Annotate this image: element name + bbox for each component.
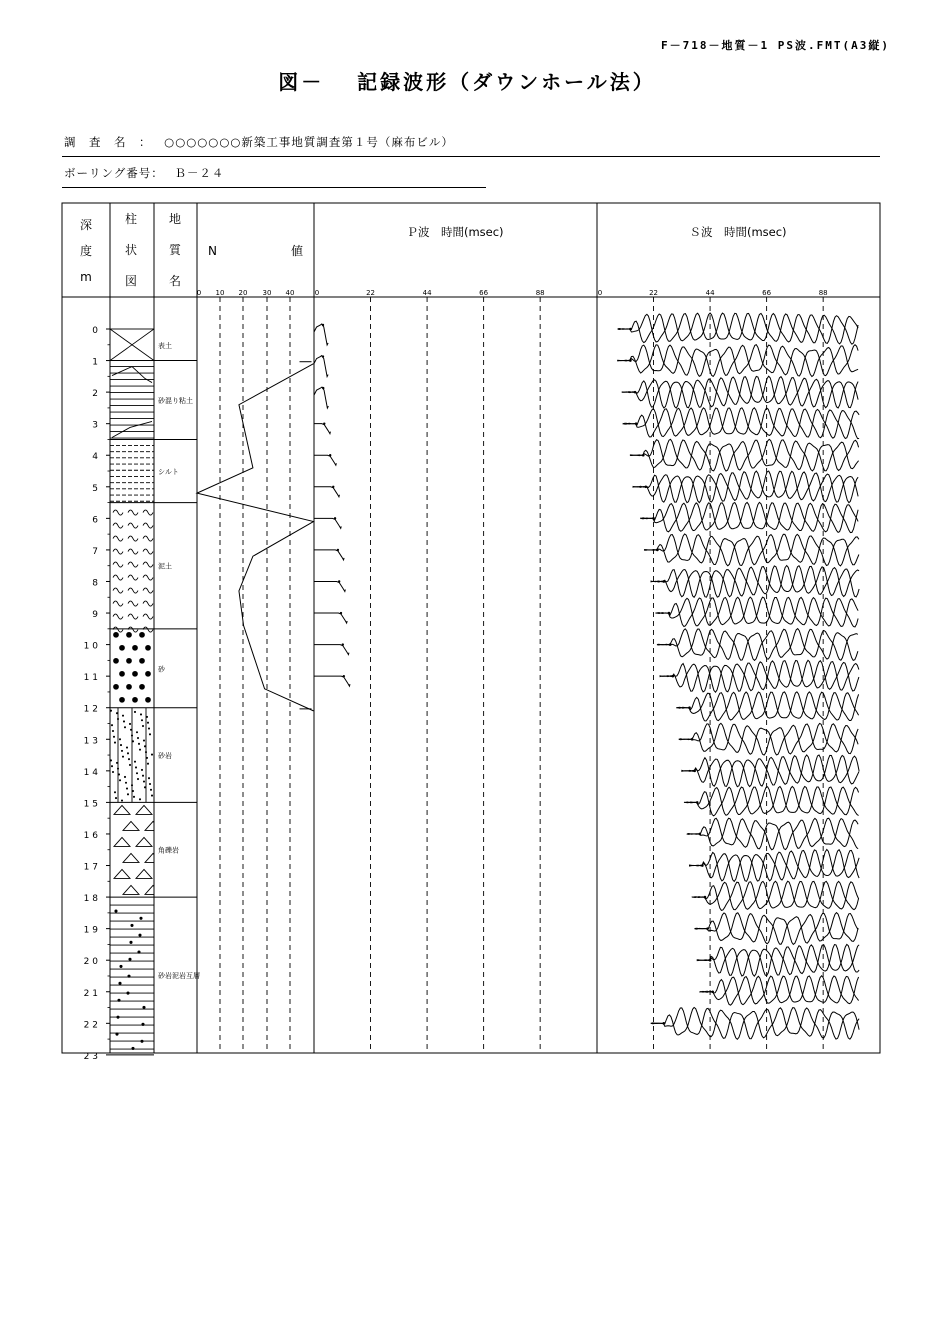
s-time-tick-label: 22 bbox=[649, 289, 659, 297]
p-arrival-pick bbox=[322, 355, 324, 357]
alternate-dot bbox=[129, 958, 131, 960]
depth-tick-label: 5 bbox=[92, 483, 98, 494]
sandstone-dot bbox=[127, 794, 128, 795]
p-waveform-trace bbox=[314, 581, 345, 591]
sand-dot bbox=[120, 645, 125, 650]
s-arrival-pick bbox=[635, 422, 638, 425]
s-waveform-trace-a bbox=[633, 471, 858, 503]
s-arrival-pick bbox=[701, 864, 704, 867]
alternate-dot bbox=[140, 917, 142, 919]
p-arrival-pick bbox=[334, 517, 336, 519]
p-waveform-trace bbox=[314, 455, 336, 465]
header-n-label: N bbox=[208, 244, 217, 258]
s-waveform-trace-a bbox=[651, 1007, 859, 1039]
breccia-triangle bbox=[136, 837, 152, 846]
layer-pattern-wave bbox=[113, 510, 153, 632]
sandstone-dot bbox=[131, 785, 132, 786]
layer-name-alternate: 砂岩泥岩互層 bbox=[158, 972, 200, 981]
alternate-dot bbox=[128, 975, 130, 977]
s-arrival-pick bbox=[663, 580, 666, 583]
sandstone-dot bbox=[112, 730, 113, 731]
p-time-tick-label: 66 bbox=[479, 289, 489, 297]
sand-dot bbox=[114, 658, 119, 663]
sandstone-dot bbox=[121, 750, 122, 751]
p-time-tick-label: 88 bbox=[535, 289, 545, 297]
p-waveform-trace bbox=[314, 424, 330, 434]
depth-tick-label: 1 6 bbox=[83, 830, 98, 841]
depth-tick-label: 1 1 bbox=[83, 673, 98, 684]
wave-mark bbox=[143, 549, 153, 554]
wave-mark bbox=[128, 536, 138, 541]
sandstone-dot bbox=[122, 715, 123, 716]
alternate-dot bbox=[139, 934, 141, 936]
layer-pattern-alternate bbox=[110, 905, 154, 1049]
depth-tick-label: 6 bbox=[92, 515, 98, 526]
alternate-dot bbox=[115, 910, 117, 912]
sandstone-dot bbox=[134, 761, 135, 762]
sandstone-dot bbox=[126, 788, 127, 789]
s-waveform-trace-b bbox=[682, 755, 859, 787]
sandstone-dot bbox=[116, 713, 117, 714]
page-title: 図－ 記録波形（ダウンホール法） bbox=[278, 70, 656, 94]
alternate-dot bbox=[116, 1033, 118, 1035]
p-waveform-trace bbox=[314, 676, 350, 686]
wave-mark bbox=[128, 614, 138, 619]
sandstone-dot bbox=[151, 754, 152, 755]
p-waveform-trace bbox=[314, 550, 344, 560]
header-column-char: 図 bbox=[124, 274, 138, 288]
wave-mark bbox=[128, 627, 138, 632]
p-arrival-pick bbox=[322, 387, 324, 389]
sand-lens bbox=[112, 421, 152, 437]
depth-tick-label: 1 0 bbox=[83, 641, 98, 652]
layer-name-silt: シルト bbox=[158, 468, 179, 477]
sandstone-dot bbox=[137, 737, 138, 738]
s-waveform-trace-b bbox=[697, 944, 859, 976]
header-geology-char: 質 bbox=[168, 243, 182, 257]
s-arrival-pick bbox=[656, 549, 659, 552]
p-arrival-pick bbox=[343, 675, 345, 677]
depth-tick-label: 1 bbox=[92, 357, 98, 368]
header-geology-char: 地 bbox=[168, 212, 182, 226]
sandstone-dot bbox=[123, 721, 124, 722]
sandstone-dot bbox=[141, 769, 142, 770]
layer-name-wave: 泥土 bbox=[158, 562, 172, 571]
breccia-triangle bbox=[145, 821, 161, 830]
sandstone-dot bbox=[147, 763, 148, 764]
breccia-triangle bbox=[123, 885, 139, 894]
alternate-dot bbox=[127, 992, 129, 994]
sand-dot bbox=[114, 632, 119, 637]
p-waveform-trace bbox=[314, 613, 347, 623]
p-waveform-trace bbox=[314, 645, 349, 655]
sandstone-dot bbox=[119, 780, 120, 781]
s-waveform-trace-b bbox=[692, 881, 859, 910]
sandstone-dot bbox=[148, 778, 149, 779]
s-arrival-pick bbox=[711, 990, 714, 993]
s-arrival-pick bbox=[663, 1022, 666, 1025]
wave-mark bbox=[143, 588, 153, 593]
s-time-tick-label: 66 bbox=[762, 289, 772, 297]
sandstone-dot bbox=[124, 776, 125, 777]
depth-tick-label: 7 bbox=[92, 546, 98, 557]
depth-tick-label: 2 3 bbox=[83, 1051, 98, 1062]
layer-pattern-dots bbox=[114, 632, 151, 702]
sandstone-dot bbox=[142, 775, 143, 776]
sand-dot bbox=[146, 645, 151, 650]
breccia-triangle bbox=[123, 853, 139, 862]
s-arrival-pick bbox=[696, 801, 699, 804]
sandstone-dot bbox=[150, 789, 151, 790]
wave-mark bbox=[113, 627, 123, 632]
wave-mark bbox=[143, 627, 153, 632]
p-arrival-pick bbox=[323, 422, 325, 424]
sandstone-dot bbox=[144, 746, 145, 747]
header-n-value: 値 bbox=[290, 244, 304, 258]
sandstone-dot bbox=[119, 739, 120, 740]
sandstone-dot bbox=[115, 797, 116, 798]
header-s-wave: Ｓ波 時間(msec) bbox=[689, 225, 787, 239]
sandstone-dot bbox=[141, 720, 142, 721]
sandstone-dot bbox=[126, 747, 127, 748]
s-waveform-trace-b bbox=[679, 723, 858, 755]
sandstone-dot bbox=[135, 767, 136, 768]
sand-dot bbox=[133, 645, 138, 650]
wave-mark bbox=[128, 575, 138, 580]
alternate-dot bbox=[132, 1047, 134, 1049]
sandstone-dot bbox=[110, 760, 111, 761]
p-arrival-pick bbox=[329, 454, 331, 456]
p-waveform-trace bbox=[314, 387, 328, 408]
s-time-tick-label: 88 bbox=[818, 289, 828, 297]
breccia-triangle bbox=[136, 869, 152, 878]
sandstone-dot bbox=[139, 749, 140, 750]
wave-mark bbox=[128, 510, 138, 515]
breccia-triangle bbox=[114, 837, 130, 846]
sand-dot bbox=[127, 658, 132, 663]
s-arrival-pick bbox=[709, 959, 712, 962]
wave-mark bbox=[143, 575, 153, 580]
sandstone-dot bbox=[128, 759, 129, 760]
depth-tick-label: 2 1 bbox=[83, 988, 98, 999]
depth-tick-label: 1 5 bbox=[83, 799, 98, 810]
s-arrival-pick bbox=[629, 328, 632, 331]
sandstone-dot bbox=[121, 800, 122, 801]
sand-dot bbox=[120, 697, 125, 702]
wave-mark bbox=[113, 575, 123, 580]
sandstone-dot bbox=[111, 766, 112, 767]
sand-dot bbox=[133, 697, 138, 702]
sandstone-dot bbox=[122, 756, 123, 757]
wave-mark bbox=[113, 549, 123, 554]
breccia-triangle bbox=[136, 805, 152, 814]
wave-mark bbox=[143, 510, 153, 515]
alternate-dot bbox=[143, 1006, 145, 1008]
wave-mark bbox=[143, 601, 153, 606]
s-arrival-pick bbox=[652, 517, 655, 520]
sandstone-dot bbox=[132, 790, 133, 791]
alternate-dot bbox=[120, 965, 122, 967]
sandstone-dot bbox=[138, 743, 139, 744]
breccia-triangle bbox=[145, 853, 161, 862]
depth-tick-label: 1 2 bbox=[83, 704, 98, 715]
sandstone-dot bbox=[117, 718, 118, 719]
s-arrival-pick bbox=[699, 833, 702, 836]
layer-pattern-sandyclay bbox=[110, 367, 154, 439]
s-arrival-pick bbox=[704, 896, 707, 899]
layer-name-fill: 表土 bbox=[158, 341, 172, 350]
s-waveform-trace-a bbox=[660, 660, 859, 692]
sandstone-dot bbox=[125, 782, 126, 783]
sandstone-dot bbox=[116, 762, 117, 763]
p-waveform-trace bbox=[314, 324, 328, 345]
sandstone-dot bbox=[118, 774, 119, 775]
sandstone-dot bbox=[140, 714, 141, 715]
sand-dot bbox=[146, 697, 151, 702]
sandstone-dot bbox=[129, 764, 130, 765]
wave-mark bbox=[128, 523, 138, 528]
s-waveform-trace-b bbox=[656, 597, 858, 627]
sandstone-dot bbox=[132, 741, 133, 742]
wave-mark bbox=[113, 510, 123, 515]
s-arrival-pick bbox=[706, 927, 709, 930]
header-depth-char: 度 bbox=[79, 244, 93, 258]
p-arrival-pick bbox=[337, 549, 339, 551]
depth-tick-label: 9 bbox=[92, 610, 98, 621]
sandstone-dot bbox=[136, 732, 137, 733]
depth-tick-label: 8 bbox=[92, 578, 98, 589]
s-arrival-pick bbox=[642, 454, 645, 457]
sandstone-dot bbox=[114, 792, 115, 793]
alternate-dot bbox=[118, 999, 120, 1001]
alternate-dot bbox=[131, 924, 133, 926]
sandstone-dot bbox=[142, 725, 143, 726]
sandstone-dot bbox=[147, 722, 148, 723]
s-arrival-pick bbox=[688, 706, 691, 709]
depth-tick-label: 1 4 bbox=[83, 767, 98, 778]
sandstone-dot bbox=[133, 796, 134, 797]
wave-mark bbox=[113, 588, 123, 593]
header-geology-char: 名 bbox=[168, 274, 182, 288]
s-arrival-pick bbox=[629, 359, 632, 362]
depth-tick-label: 1 3 bbox=[83, 736, 98, 747]
wave-mark bbox=[113, 614, 123, 619]
sand-dot bbox=[146, 671, 151, 676]
breccia-triangle bbox=[114, 805, 130, 814]
p-time-tick-label: 22 bbox=[366, 289, 376, 297]
alternate-dot bbox=[138, 951, 140, 953]
sandstone-dot bbox=[139, 799, 140, 800]
sandstone-dot bbox=[110, 710, 111, 711]
wave-mark bbox=[143, 614, 153, 619]
survey-name-value: ○○○○○○○新築工事地質調査第１号（麻布ビル） bbox=[164, 135, 454, 149]
sandstone-dot bbox=[143, 740, 144, 741]
p-arrival-pick bbox=[332, 486, 334, 488]
sandstone-dot bbox=[127, 753, 128, 754]
depth-tick-label: 2 0 bbox=[83, 957, 98, 968]
breccia-triangle bbox=[114, 869, 130, 878]
p-waveform-trace bbox=[314, 518, 341, 528]
survey-name-label: 調 査 名 ： bbox=[64, 135, 152, 149]
p-time-tick-label: 0 bbox=[314, 289, 320, 297]
wave-mark bbox=[143, 536, 153, 541]
sandstone-dot bbox=[145, 752, 146, 753]
layer-pattern-silt bbox=[110, 445, 154, 501]
wave-mark bbox=[128, 601, 138, 606]
p-arrival-pick bbox=[342, 643, 344, 645]
s-waveform-trace-a bbox=[651, 566, 859, 598]
n-tick-label: 20 bbox=[238, 289, 248, 297]
layer-pattern-sandstone bbox=[110, 708, 152, 803]
sandstone-dot bbox=[117, 768, 118, 769]
s-waveform-trace-a bbox=[677, 692, 859, 721]
header-column-char: 状 bbox=[124, 243, 138, 257]
s-time-tick-label: 0 bbox=[597, 289, 603, 297]
sandstone-dot bbox=[144, 787, 145, 788]
sandstone-dot bbox=[143, 781, 144, 782]
breccia-triangle bbox=[145, 885, 161, 894]
n-tick-label: 0 bbox=[196, 289, 202, 297]
s-waveform-trace-a bbox=[656, 597, 858, 626]
depth-tick-label: 1 7 bbox=[83, 862, 98, 873]
wave-mark bbox=[113, 562, 123, 567]
sand-dot bbox=[133, 671, 138, 676]
depth-tick-label: 0 bbox=[92, 326, 98, 336]
depth-tick-label: 1 9 bbox=[83, 925, 98, 936]
depth-tick-label: 1 8 bbox=[83, 894, 98, 905]
n-value-curve bbox=[197, 364, 314, 711]
sandstone-dot bbox=[149, 734, 150, 735]
sand-dot bbox=[127, 684, 132, 689]
sand-dot bbox=[120, 671, 125, 676]
sandstone-dot bbox=[111, 725, 112, 726]
header-depth-char: m bbox=[80, 270, 92, 284]
alternate-dot bbox=[130, 941, 132, 943]
sand-dot bbox=[140, 684, 145, 689]
boring-number-value: Ｂ－２４ bbox=[174, 166, 225, 180]
alternate-dot bbox=[119, 982, 121, 984]
s-arrival-pick bbox=[691, 738, 694, 741]
sandstone-dot bbox=[113, 736, 114, 737]
sandstone-dot bbox=[137, 778, 138, 779]
wave-mark bbox=[128, 588, 138, 593]
sandstone-dot bbox=[134, 711, 135, 712]
s-time-tick-label: 44 bbox=[705, 289, 715, 297]
p-arrival-pick bbox=[340, 612, 342, 614]
wave-mark bbox=[128, 562, 138, 567]
layer-pattern-fill bbox=[110, 329, 154, 361]
wave-mark bbox=[113, 536, 123, 541]
s-arrival-pick bbox=[634, 391, 637, 394]
sandstone-dot bbox=[131, 735, 132, 736]
s-arrival-pick bbox=[668, 612, 671, 615]
layer-name-triangle: 角礫岩 bbox=[158, 846, 179, 855]
breccia-triangle bbox=[123, 821, 139, 830]
layer-name-sandyclay: 砂混り粘土 bbox=[158, 397, 193, 406]
sandstone-dot bbox=[148, 728, 149, 729]
wave-mark bbox=[143, 523, 153, 528]
s-arrival-pick bbox=[645, 486, 648, 489]
sandstone-dot bbox=[112, 771, 113, 772]
alternate-dot bbox=[117, 1016, 119, 1018]
header-column-char: 柱 bbox=[124, 212, 138, 226]
wave-mark bbox=[143, 562, 153, 567]
n-tick-label: 10 bbox=[215, 289, 225, 297]
s-waveform-trace-a bbox=[700, 976, 859, 1005]
alternate-dot bbox=[141, 1040, 143, 1042]
header-depth-char: 深 bbox=[79, 218, 93, 232]
sand-dot bbox=[114, 684, 119, 689]
document-id: F－718－地質－1 PS波.FMT(A3縦) bbox=[661, 39, 890, 52]
p-waveform-trace bbox=[314, 356, 328, 377]
sandstone-dot bbox=[146, 757, 147, 758]
s-arrival-pick bbox=[693, 770, 696, 773]
n-tick-label: 30 bbox=[262, 289, 272, 297]
depth-tick-label: 2 bbox=[92, 389, 98, 400]
sand-dot bbox=[140, 658, 145, 663]
sandstone-dot bbox=[146, 716, 147, 717]
p-waveform-trace bbox=[314, 487, 339, 497]
p-time-tick-label: 44 bbox=[422, 289, 432, 297]
sandstone-dot bbox=[129, 723, 130, 724]
wave-mark bbox=[128, 549, 138, 554]
p-arrival-pick bbox=[338, 580, 340, 582]
wave-mark bbox=[113, 601, 123, 606]
s-arrival-pick bbox=[669, 643, 672, 646]
sandstone-dot bbox=[151, 795, 152, 796]
sand-dot bbox=[140, 632, 145, 637]
header-p-wave: Ｐ波 時間(msec) bbox=[406, 225, 504, 239]
depth-tick-label: 2 2 bbox=[83, 1020, 98, 1031]
sandstone-dot bbox=[130, 729, 131, 730]
s-arrival-pick bbox=[672, 675, 675, 678]
sandstone-dot bbox=[124, 727, 125, 728]
sandstone-dot bbox=[120, 744, 121, 745]
depth-tick-label: 3 bbox=[92, 420, 98, 431]
s-waveform-trace-b bbox=[687, 818, 858, 849]
layer-name-dots: 砂 bbox=[158, 665, 165, 674]
p-arrival-pick bbox=[322, 324, 324, 326]
alternate-dot bbox=[142, 1023, 144, 1025]
wave-mark bbox=[113, 523, 123, 528]
sand-lens bbox=[112, 367, 152, 383]
depth-tick-label: 4 bbox=[92, 452, 98, 463]
n-tick-label: 40 bbox=[285, 289, 295, 297]
layer-name-sandstone: 砂岩 bbox=[158, 752, 172, 761]
sandstone-dot bbox=[114, 742, 115, 743]
boring-number-label: ボーリング番号： bbox=[64, 166, 164, 180]
sandstone-dot bbox=[136, 773, 137, 774]
sand-dot bbox=[127, 632, 132, 637]
sandstone-dot bbox=[149, 783, 150, 784]
